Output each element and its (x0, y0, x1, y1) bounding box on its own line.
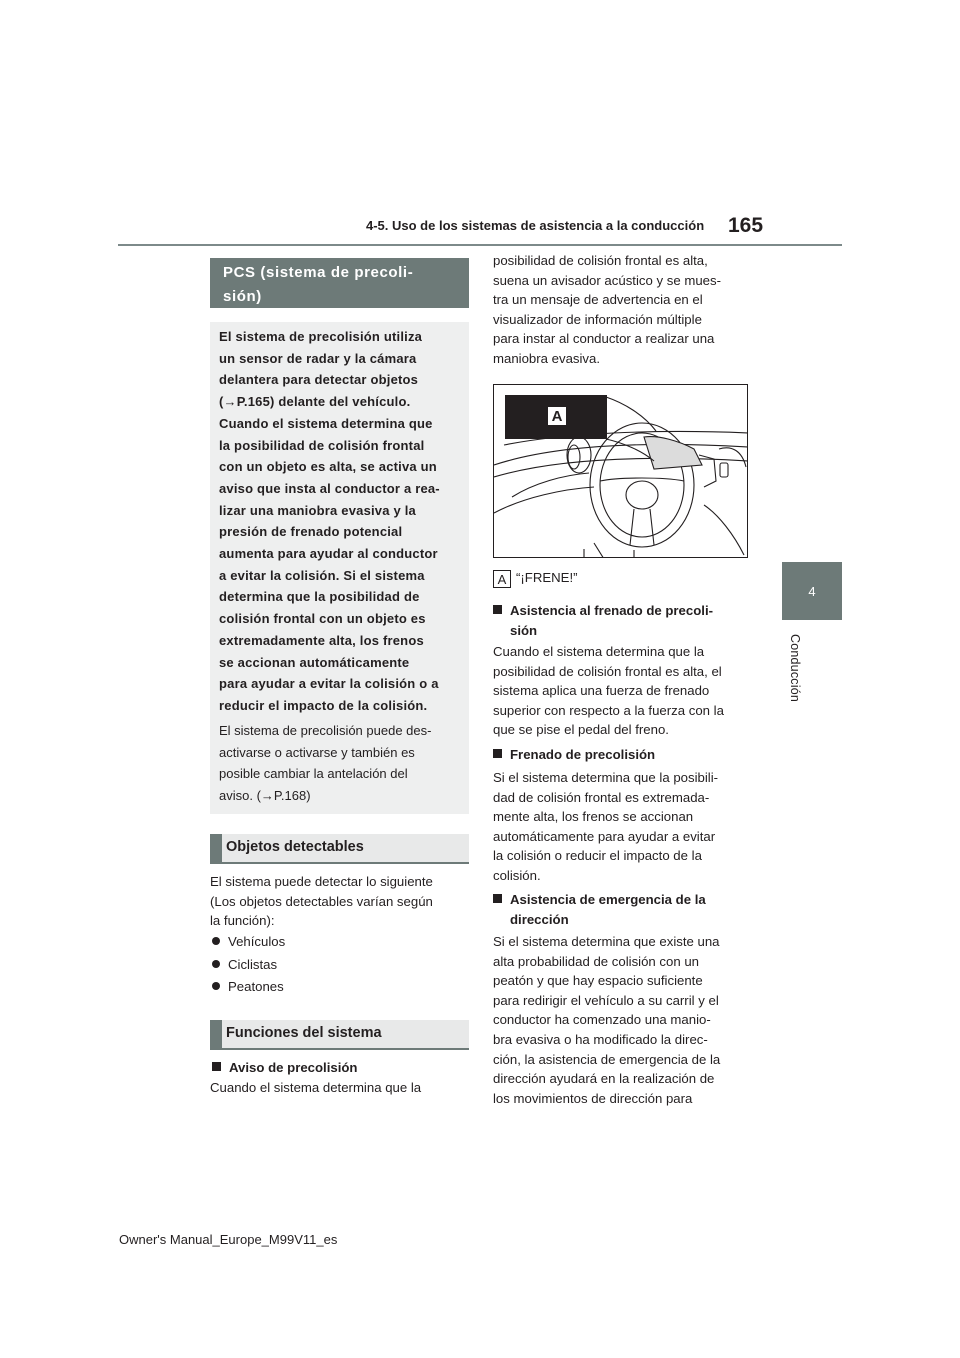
list-item-ciclistas: Ciclistas (212, 957, 277, 972)
intro-bold-text (219, 326, 464, 717)
caption-text: “¡FRENE!” (516, 570, 578, 585)
intro-line: El sistema de precolisión utiliza (219, 329, 423, 344)
body-line: superior con respecto a la fuerza con la (493, 702, 724, 718)
bullet-icon (212, 960, 220, 968)
body-line: posibilidad de colisión frontal es alta, (493, 253, 708, 268)
intro-line: presión de frenado potencial (219, 524, 403, 540)
page-title (210, 258, 469, 308)
page-title-line-2: sión) (223, 288, 262, 305)
square-bullet-icon (493, 749, 502, 758)
body-line: la función): (210, 913, 275, 929)
intro-line: reducir el impacto de la colisión. (219, 697, 428, 713)
chapter-label: Conducción (788, 634, 802, 703)
footer-manual-id: Owner's Manual_Europe_M99V11_es (119, 1232, 338, 1247)
figure-label-a: A (547, 406, 567, 426)
chapter-tab (782, 562, 842, 620)
intro-line: se accionan automáticamente (219, 654, 410, 670)
list-item-peatones: Peatones (212, 979, 284, 994)
body-line: maniobra evasiva. (493, 350, 601, 366)
subheading-frenado-precolision: Frenado de precolisión (493, 745, 655, 765)
bullet-icon (212, 982, 220, 990)
intro-line: la posibilidad de colisión frontal (219, 437, 425, 453)
body-line: que se pise el pedal del freno. (493, 722, 669, 738)
asistencia-direccion-body (493, 932, 753, 1108)
caption-label-a: A (493, 570, 511, 588)
body-line: sistema aplica una fuerza de frenado (493, 683, 710, 699)
page-number: 165 (728, 214, 764, 237)
intro-line: determina que la posibilidad de (219, 589, 420, 605)
intro-line: un sensor de radar y la cámara (219, 350, 417, 366)
body-line: mente alta, los frenos se accionan (493, 809, 694, 825)
body-line: Si el sistema determina que la posibili- (493, 770, 719, 785)
body-line: los movimientos de dirección para (493, 1090, 693, 1106)
aviso-body-start: Cuando el sistema determina que la (210, 1080, 422, 1095)
intro-note-line: aviso. (→P.168) (219, 788, 311, 804)
body-line: alta probabilidad de colisión con un (493, 953, 700, 969)
intro-line: colisión frontal con un objeto es (219, 611, 426, 627)
intro-line: delantera para detectar objetos (219, 372, 419, 388)
square-bullet-icon (493, 894, 502, 903)
bullet-icon (212, 937, 220, 945)
intro-line: con un objeto es alta, se activa un (219, 459, 437, 475)
subheading-asistencia-direccion: Asistencia de emergencia de la dirección (493, 890, 753, 929)
header-divider (118, 244, 842, 246)
intro-line: extremadamente alta, los frenos (219, 632, 424, 648)
body-line: automáticamente para ayudar a evitar (493, 828, 716, 844)
intro-line: aumenta para ayudar al conductor (219, 546, 438, 562)
section-heading-functions: Funciones del sistema (210, 1020, 469, 1050)
square-bullet-icon (493, 605, 502, 614)
body-line: dirección ayudará en la realización de (493, 1071, 715, 1087)
subheading-aviso: Aviso de precolisión (212, 1058, 358, 1078)
intro-note-text (219, 720, 464, 807)
body-line: visualizador de información múltiple (493, 311, 702, 327)
intro-line: Cuando el sistema determina que (219, 415, 433, 431)
body-line: posibilidad de colisión frontal es alta, el (493, 663, 722, 679)
body-line: para redirigir el vehículo a su carril y el (493, 992, 719, 1008)
intro-line: para ayudar a evitar la colisión o a (219, 676, 439, 692)
detectable-body (210, 872, 470, 931)
page-title-line-1: PCS (sistema de precoli- (223, 264, 414, 281)
subheading-asistencia-frenado: Asistencia al frenado de precoli- sión (493, 601, 753, 640)
intro-line: lizar una maniobra evasiva y la (219, 502, 416, 518)
frenado-precolision-body (493, 768, 753, 886)
asistencia-frenado-body (493, 642, 753, 740)
chapter-number: 4 (808, 583, 816, 599)
body-line: ción, la asistencia de emergencia de la (493, 1051, 721, 1067)
intro-line: aviso que insta al conductor a rea- (219, 480, 440, 496)
body-line: bra evasiva o ha modificado la direc- (493, 1031, 708, 1047)
body-line: colisión. (493, 867, 541, 883)
intro-line: a evitar la colisión. Si el sistema (219, 567, 425, 583)
section-heading-detectable: Objetos detectables (210, 834, 469, 864)
body-line: peatón y que hay espacio suficiente (493, 973, 703, 989)
square-bullet-icon (212, 1062, 221, 1071)
body-line: la colisión o reducir el impacto de la (493, 848, 702, 864)
body-line: (Los objetos detectables varían según (210, 893, 433, 909)
body-line: dad de colisión frontal es extremada- (493, 789, 710, 805)
section-header-title: 4-5. Uso de los sistemas de asistencia a la conducción (366, 218, 705, 233)
intro-note-line: El sistema de precolisión puede des- (219, 723, 432, 738)
intro-note-line: activarse o activarse y también es (219, 744, 415, 760)
body-line: para instar al conductor a realizar una (493, 331, 715, 347)
aviso-body-continued (493, 251, 753, 369)
intro-line: (→P.165) delante del vehículo. (219, 394, 411, 410)
body-line: conductor ha comenzado una manio- (493, 1012, 711, 1028)
list-item-vehiculos: Vehículos (212, 934, 285, 949)
body-line: suena un avisador acústico y se mues- (493, 272, 721, 288)
body-line: tra un mensaje de advertencia en el (493, 292, 703, 308)
body-line: El sistema puede detectar lo siguiente (210, 874, 433, 889)
body-line: Cuando el sistema determina que la (493, 644, 705, 659)
intro-note-line: posible cambiar la antelación del (219, 766, 408, 782)
body-line: Si el sistema determina que existe una (493, 934, 720, 949)
